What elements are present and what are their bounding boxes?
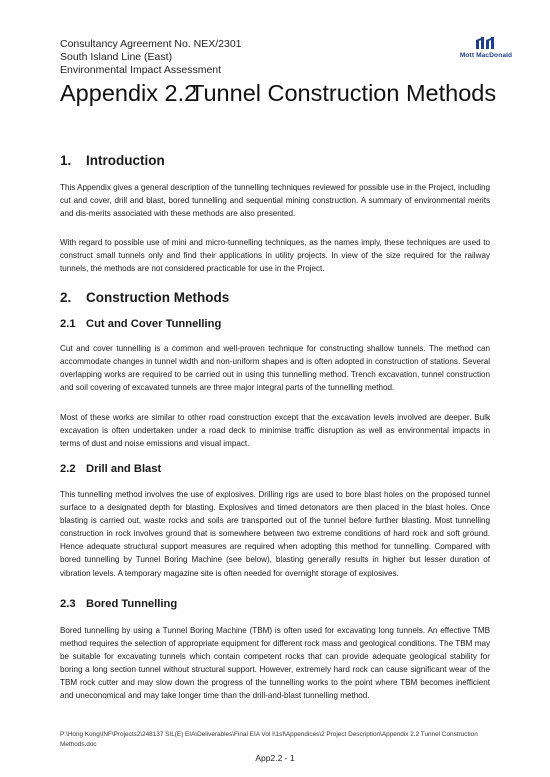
header-report: Environmental Impact Assessment (60, 64, 222, 77)
logo-wordmark: Mott MacDonald (459, 52, 513, 59)
paragraph-cut-and-cover-1: Cut and cover tunnelling is a common and well-proven technique for constructing shallow tunnels. The method can accommodate changes in tunnel width and non-uniform shapes and is often adopted in construction of stations. Several overlapping works are required to be carried out in using this tunnelling method. Trench excavation, tunnel construction and soil covering of excavated tunnels are three major integral parts of the tunnelling method. (60, 344, 490, 393)
subsection-heading-drill-and-blast (60, 463, 161, 475)
header-agreement: Consultancy Agreement No. NEX/2301 (60, 38, 242, 50)
subsection-title: Cut and Cover Tunnelling (86, 318, 222, 330)
paragraph-cut-and-cover-2: Most of these works are similar to other road construction except that the excavation levels involved are deeper. Bulk excavation is often undertaken under a road deck to minimise traffic disruption as well as environmental impacts in terms of dust and noise emissions and visual impact. (60, 413, 490, 449)
paragraph-intro-1: This Appendix gives a general description of the tunnelling techniques reviewed for possible use in the Project, including cut and cover, drill and blast, bored tunnelling and sequential mining construction. A summary of environmental merits and dis-merits associated with these methods are also presented. (60, 183, 490, 219)
appendix-title: Tunnel Construction Methods (190, 80, 497, 106)
subsection-number: 2.3 (60, 598, 76, 610)
section-heading-construction-methods (60, 290, 229, 305)
header-project: South Island Line (East) (60, 51, 173, 64)
subsection-number: 2.2 (60, 463, 76, 475)
section-number: 1. (60, 153, 72, 168)
paragraph-bored-tunnelling: Bored tunnelling by using a Tunnel Boring Machine (TBM) is often used for excavating long tunnels. An effective TMB method requires the selection of appropriate equipment for different rock mass and geological conditions. The TBM may be suitable for excavating tunnels which contain competent rocks that can provide adequate geological stability for boring a long section tunnel without structural support. However, extremely hard rock can cause significant wear of the TBM rock cutter and may slow down the progress of the tunnelling works to the point where TBM becomes inefficient and uneconomical and may take longer time than the drill-and-blast tunnelling method. (60, 626, 490, 701)
page-title (60, 80, 496, 107)
mott-macdonald-logo (456, 36, 516, 64)
section-heading-introduction (60, 153, 165, 168)
subsection-heading-cut-and-cover (60, 318, 221, 330)
subsection-title: Bored Tunnelling (86, 598, 178, 610)
footer-file-path: P:\Hong Kong\INF\Projects2\248137 SIL(E) EIA\Deliverables\Final EIA Vol I\1sf\Appendices\2 Project Description\Appendix 2.2 Tunnel Construction Methods.doc (60, 731, 478, 748)
page-number: App2.2 - 1 (255, 753, 295, 763)
subsection-number: 2.1 (60, 318, 76, 330)
appendix-number: Appendix 2.2 (60, 80, 198, 106)
paragraph-intro-2: With regard to possible use of mini and micro-tunnelling techniques, as the names imply, these techniques are used to construct small tunnels only and find their applications in utility projects. In view of the size required for the railway tunnels, the methods are not considered practicable for use in the Project. (60, 238, 490, 274)
section-title: Introduction (86, 153, 165, 168)
subsection-heading-bored-tunnelling (60, 598, 177, 610)
logo-mark-icon (456, 36, 516, 52)
subsection-title: Drill and Blast (86, 463, 162, 475)
section-number: 2. (60, 290, 72, 305)
paragraph-drill-and-blast: This tunnelling method involves the use of explosives. Drilling rigs are used to bore blast holes on the proposed tunnel surface to a designated depth for blasting. Explosives and timed detonators are then placed in the blast holes. Once blasting is carried out, waste rocks and soils are transported out of the tunnel before further blasting. Most tunnelling construction in rock involves ground that is somewhere between two extreme conditions of hard rock and soft ground. Hence adequate structural support measures are required when adopting this method for tunnelling. Compared with bored tunnelling by Tunnel Boring Machine (see below), blasting generally results in higher but lesser duration of vibration levels. A temporary magazine site is often needed for overnight storage of explosives. (60, 490, 490, 578)
section-title: Construction Methods (86, 290, 230, 305)
document-header (60, 38, 242, 78)
